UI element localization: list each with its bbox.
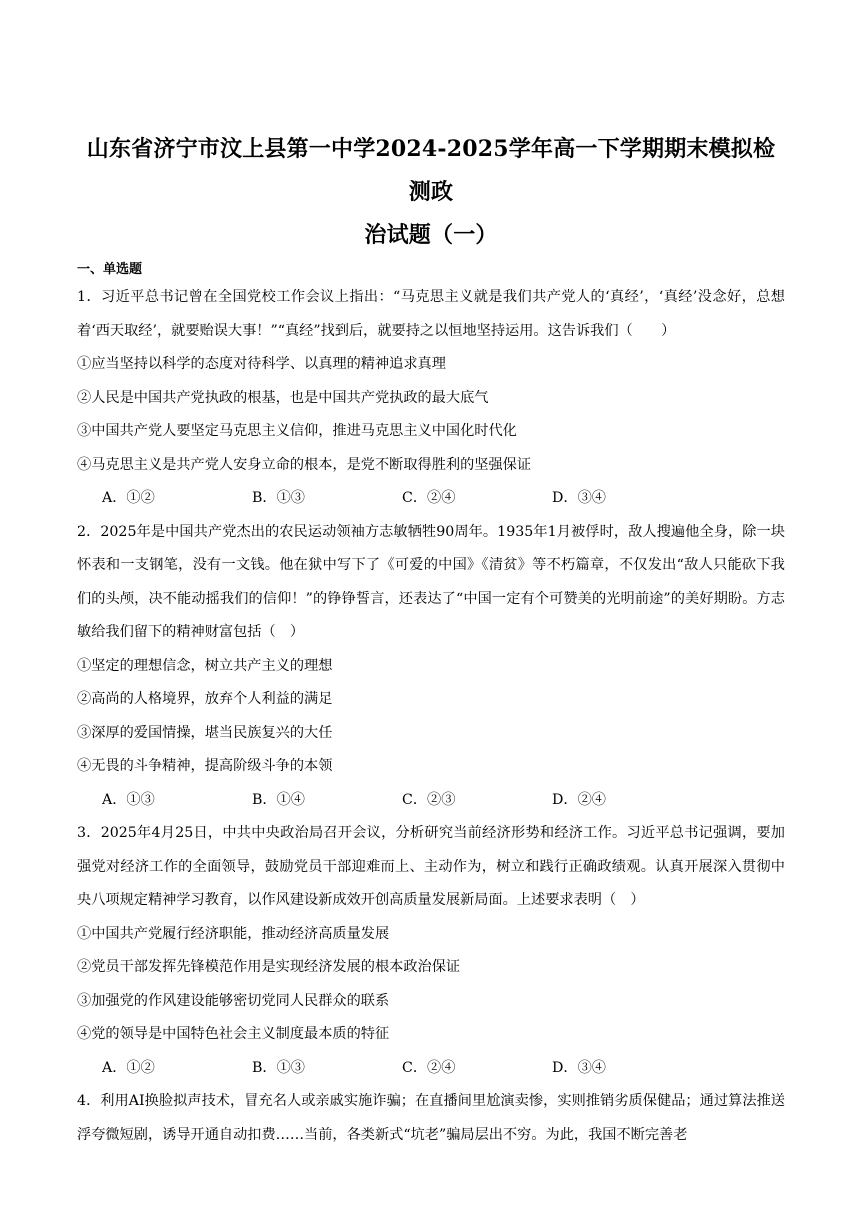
- statement-option: ①中国共产党履行经济职能，推动经济高质量发展: [77, 925, 390, 942]
- exam-title: [77, 128, 785, 257]
- statement-option: ④党的领导是中国特色社会主义制度最本质的特征: [77, 1026, 390, 1042]
- choice-a: A．①②: [102, 490, 155, 506]
- answer-choices: [77, 482, 785, 516]
- choice-d: D．②④: [552, 791, 606, 808]
- statement-option: ②人民是中国共产党执政的根基，也是中国共产党执政的最大底气: [77, 389, 489, 406]
- choice-b: B．①④: [252, 791, 305, 808]
- exam-title-line-1: 山东省济宁市汶上县第一中学2024-2025学年高一下学期期末模拟检测政: [86, 136, 776, 205]
- answer-choices: [77, 784, 785, 818]
- choice-a: A．①③: [102, 791, 155, 808]
- answer-choices: [77, 1052, 785, 1086]
- statement-option: ③深厚的爱国情操，堪当民族复兴的大任: [77, 724, 333, 741]
- choice-c: C．②④: [402, 490, 456, 506]
- choice-c: C．②④: [402, 1059, 456, 1076]
- question-stem: 3．2025年4月25日，中共中央政治局召开会议，分析研究当前经济形势和经济工作。习近平总书记强调，要加强党对经济工作的全面领导，鼓励党员干部迎难而上、主动作为，树立和践行正确政绩观。认真开展深入贯彻中央八项规定精神学习教育，以作风建设新成效开创高质量发展新局面。上述要求表明（ ）: [77, 825, 785, 908]
- question-4: [77, 1085, 785, 1152]
- section-heading: 一、单选题: [77, 262, 143, 277]
- statement-option: ②高尚的人格境界，放弃个人利益的满足: [77, 691, 333, 707]
- statement-option: ①应当坚持以科学的态度对待科学、以真理的精神追求真理: [77, 356, 446, 372]
- statement-option: ③中国共产党人要坚定马克思主义信仰，推进马克思主义中国化时代化: [77, 423, 517, 439]
- question-3: [77, 817, 785, 1085]
- choice-b: B．①③: [252, 1059, 305, 1076]
- choice-a: A．①②: [102, 1059, 155, 1076]
- exam-title-line-2: 治试题（一）: [364, 222, 498, 248]
- choice-d: D．③④: [552, 490, 606, 506]
- choice-d: D．③④: [552, 1059, 606, 1076]
- statement-option: ④马克思主义是共产党人安身立命的根本，是党不断取得胜利的坚强保证: [77, 456, 532, 473]
- statement-option: ④无畏的斗争精神，提高阶级斗争的本领: [77, 758, 333, 774]
- statement-option: ②党员干部发挥先锋模范作用是实现经济发展的根本政治保证: [77, 959, 461, 975]
- statement-option: ③加强党的作风建设能够密切党同人民群众的联系: [77, 992, 390, 1009]
- statement-option: ①坚定的理想信念，树立共产主义的理想: [77, 657, 333, 674]
- question-stem: 4．利用AI换脸拟声技术，冒充名人或亲戚实施诈骗；在直播间里尬演卖惨，实则推销劣质保健品；通过算法推送浮夸微短剧，诱导开通自动扣费……当前，各类新式“坑老”骗局层出不穷。为此，我国不断完善老: [77, 1093, 785, 1143]
- question-1: [77, 281, 785, 516]
- question-stem: 2．2025年是中国共产党杰出的农民运动领袖方志敏牺牲90周年。1935年1月被俘时，敌人搜遍他全身，除一块怀表和一支钢笔，没有一文钱。他在狱中写下了《可爱的中国》《清贫》等不朽篇章，不仅发出“敌人只能砍下我们的头颅，决不能动摇我们的信仰！”的铮铮誓言，还表达了“中国一定有个可赞美的光明前途”的美好期盼。方志敏给我们留下的精神财富包括（ ）: [77, 523, 785, 640]
- question-2: [77, 516, 785, 818]
- question-stem: 1．习近平总书记曾在全国党校工作会议上指出：“马克思主义就是我们共产党人的‘真经’，‘真经’没念好，总想着‘西天取经’，就要贻误大事！”“真经”找到后，就要持之以恒地坚持运用。这告诉我们（ ）: [77, 289, 785, 339]
- choice-c: C．②③: [402, 791, 456, 808]
- choice-b: B．①③: [252, 490, 305, 506]
